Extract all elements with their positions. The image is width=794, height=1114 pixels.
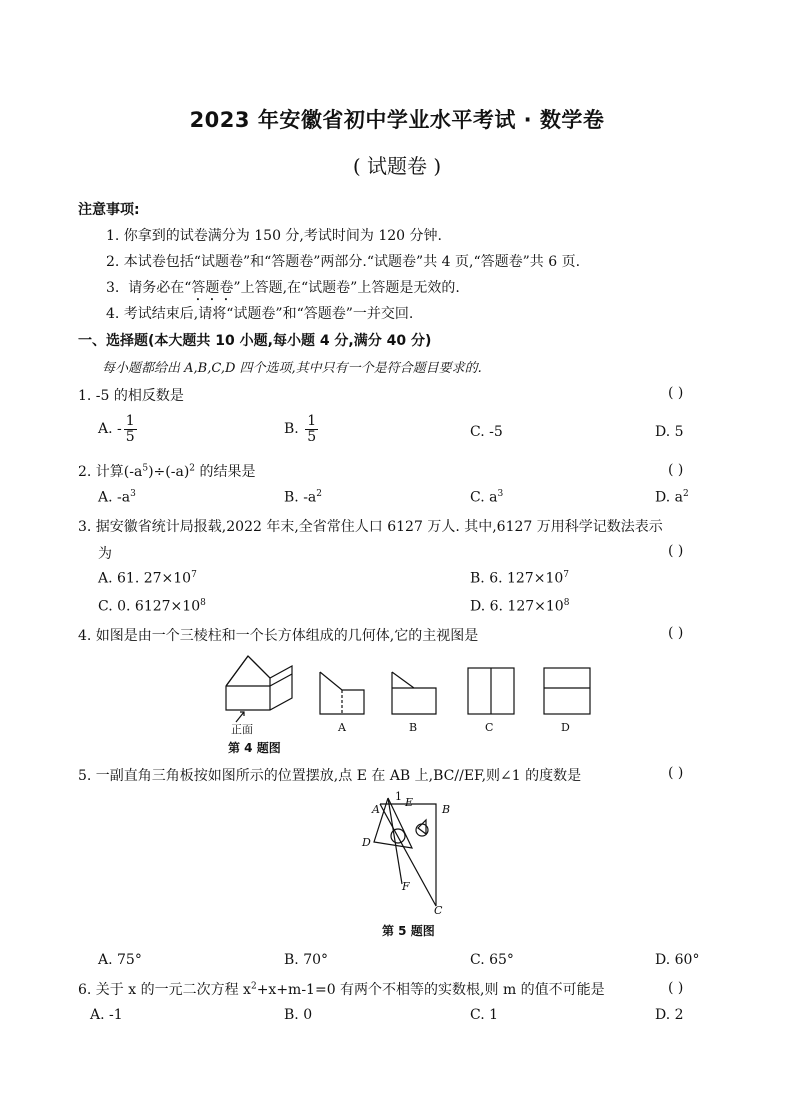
q4-option-a-figure [318,670,368,716]
q2-stem: 2. 计算$(-a^5)\div(-a)^2$ 的结果是 [78,463,256,480]
q6-answer-paren: ( ) [668,980,684,996]
note-item-3: 3. 请务必在“答题卷”上答题,在“试题卷”上答题是无效的. [106,280,460,296]
q1-option-b: B. $\frac{1}{5}$ [284,413,317,445]
page-title: 2023 年安徽省初中学业水平考试 · 数学卷 [189,108,605,132]
q2-option-d: D. $a^2$ [655,489,689,506]
q4-front-label: 正面 [231,723,253,736]
q4-option-a-label: A [338,721,346,734]
page-subtitle: ( 试题卷 ) [352,154,442,178]
q6-option-d: D. 2 [655,1007,684,1023]
q5-point-c-label: C [434,904,443,917]
q5-option-a: A. 75° [98,952,142,968]
q5-option-b: B. 70° [284,952,329,968]
q5-point-a-label: A [372,803,380,816]
q4-option-c-figure [466,666,516,716]
q6-option-b: B. 0 [284,1007,313,1023]
q4-option-d-figure [542,666,592,716]
notes-heading: 注意事项: [78,202,140,218]
q5-answer-paren: ( ) [668,765,684,781]
q5-angle-1-label: 1 [395,790,402,803]
section1-heading: 一、选择题(本大题共 10 小题,每小题 4 分,满分 40 分) [78,333,432,349]
q4-option-b-label: B [409,721,418,734]
q1-stem: 1. -5 的相反数是 [78,388,184,404]
q5-point-d-label: D [362,836,371,849]
q6-stem: 6. 关于 x 的一元二次方程 $x^2+x+m-1=0$ 有两个不相等的实数根,则 m 的值不可能是 [78,981,605,998]
q3-option-c: C. 0. $6127\times 10^8$ [98,598,206,615]
note-item-2: 2. 本试卷包括“试题卷”和“答题卷”两部分.“试题卷”共 4 页,“答题卷”共 6 页. [106,254,581,270]
q3-answer-paren: ( ) [668,543,684,559]
q3-stem-line1: 3. 据安徽省统计局报载,2022 年末,全省常住人口 6127 万人. 其中,6127 万用科学记数法表示 [78,519,663,535]
q2-option-c: C. $a^3$ [470,489,504,506]
q3-stem-line2: 为 [98,546,112,562]
q5-stem: 5. 一副直角三角板按如图所示的位置摆放,点 E 在 AB 上,BC//EF,则∠1 的度数是 [78,768,582,784]
q4-caption: 第 4 题图 [228,741,281,755]
q4-solid-figure [222,652,300,724]
q5-option-c: C. 65° [470,952,514,968]
q2-option-a: A. $-a^3$ [98,489,136,506]
q4-option-c-label: C [485,721,494,734]
q6-option-c: C. 1 [470,1007,499,1023]
q4-option-d-label: D [561,721,570,734]
q4-option-b-figure [390,670,440,716]
q1-option-d: D. 5 [655,424,684,440]
q4-answer-paren: ( ) [668,625,684,641]
q3-option-b: B. 6. $127\times 10^7$ [470,570,569,587]
section1-instruction: 每小题都给出 A,B,C,D 四个选项,其中只有一个是符合题目要求的. [102,361,482,376]
note-item-1: 1. 你拿到的试卷满分为 150 分,考试时间为 120 分钟. [106,228,442,244]
q6-option-a: A. -1 [90,1007,123,1023]
q2-option-b: B. $-a^2$ [284,489,322,506]
q3-option-a: A. 61. $27\times 10^7$ [98,570,197,587]
q4-stem: 4. 如图是由一个三棱柱和一个长方体组成的几何体,它的主视图是 [78,628,479,644]
q1-option-c: C. -5 [470,424,503,440]
q5-point-e-label: E [405,796,414,809]
q1-option-a: A. - $\frac{1}{5}$ [98,413,135,445]
q3-option-d: D. 6. $127\times 10^8$ [470,598,570,615]
q5-point-f-label: F [402,880,410,893]
q5-caption: 第 5 题图 [382,924,435,938]
q2-answer-paren: ( ) [668,462,684,478]
q1-answer-paren: ( ) [668,385,684,401]
note-item-4: 4. 考试结束后,请将“试题卷”和“答题卷”一并交回. [106,306,414,322]
q5-option-d: D. 60° [655,952,700,968]
q5-point-b-label: B [442,803,451,816]
